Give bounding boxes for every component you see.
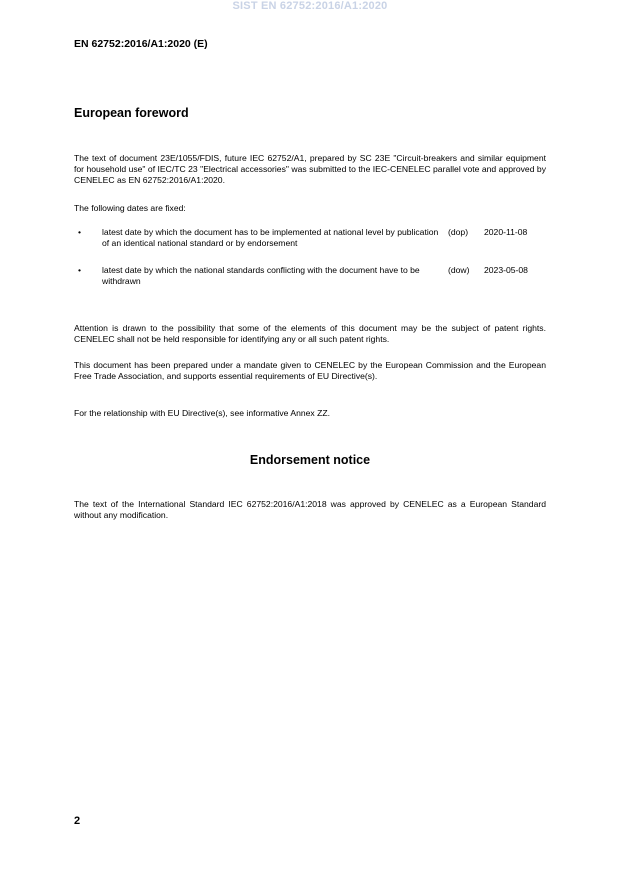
- date-code: (dop): [448, 227, 469, 237]
- foreword-paragraph-dates-intro: The following dates are fixed:: [74, 203, 186, 213]
- date-item-dow: [74, 265, 546, 289]
- endorsement-paragraph: The text of the International Standard IEC 62752:2016/A1:2018 was approved by CENELEC as a European Standard without any modification.: [74, 499, 546, 520]
- endorsement-notice-heading: Endorsement notice: [249, 453, 371, 467]
- bullet: •: [78, 227, 82, 237]
- watermark: SIST EN 62752:2016/A1:2020: [232, 0, 388, 12]
- foreword-paragraph-annex: For the relationship with EU Directive(s), see informative Annex ZZ.: [74, 408, 330, 418]
- foreword-paragraph-fdis: The text of document 23E/1055/FDIS, future IEC 62752/A1, prepared by SC 23E "Circuit-breakers and similar equipment for household use" of IEC/TC 23 "Electrical accessories" was submitted to the IEC-CENELEC parallel vote and approved by CENELEC as EN 62752:2016/A1:2020.: [74, 153, 546, 185]
- date-value: 2023-05-08: [484, 265, 528, 275]
- date-item-dop: [74, 227, 546, 251]
- date-value: 2020-11-08: [484, 227, 528, 237]
- bullet: •: [78, 265, 82, 275]
- document-id-header: EN 62752:2016/A1:2020 (E): [74, 38, 208, 50]
- date-description: latest date by which the document has to be implemented at national level by publication of an identical national standard or by endorsement: [102, 227, 439, 248]
- page-number: 2: [74, 815, 81, 827]
- foreword-paragraph-mandate: This document has been prepared under a mandate given to CENELEC by the European Commission and the European Free Trade Association, and supports essential requirements of EU Directive(s).: [74, 360, 546, 381]
- european-foreword-heading: European foreword: [74, 106, 189, 120]
- date-description: latest date by which the national standards conflicting with the document have to be withdrawn: [102, 265, 420, 286]
- date-code: (dow): [448, 265, 470, 275]
- foreword-paragraph-patent: Attention is drawn to the possibility that some of the elements of this document may be the subject of patent rights. CENELEC shall not be held responsible for identifying any or all such patent rights.: [74, 323, 546, 344]
